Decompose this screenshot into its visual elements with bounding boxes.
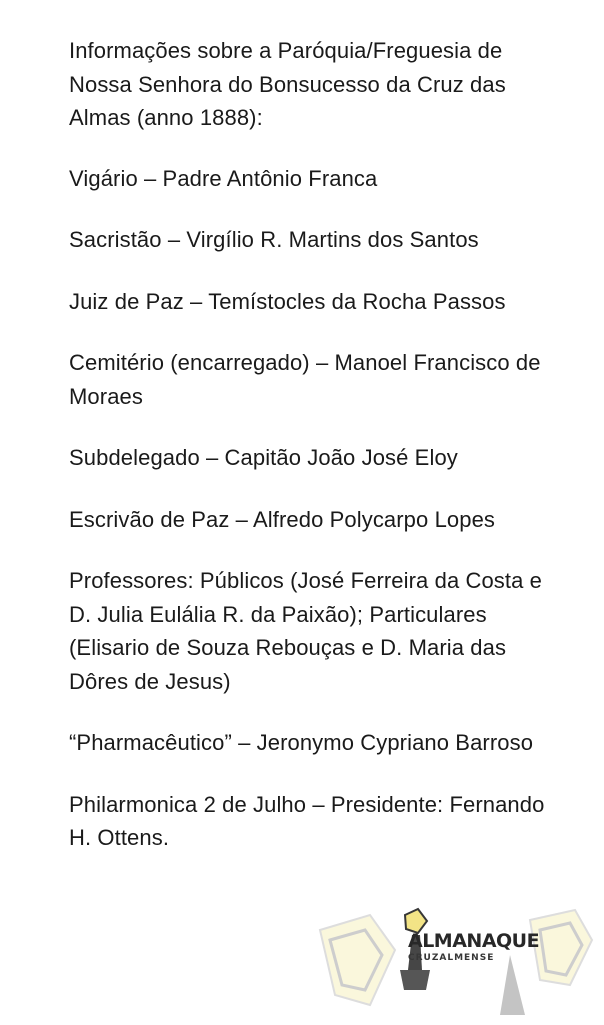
entry-vigario: Vigário – Padre Antônio Franca	[69, 165, 378, 191]
almanaque-watermark-logo	[300, 895, 600, 1020]
watermark-title: ALMANAQUE	[408, 930, 540, 952]
entry-professores: Professores: Públicos (José Ferreira da Costa e D. Julia Eulália R. da Paixão); Particulares (Elisario de Souza Rebouças e D. Maria das Dôres de Jesus)	[69, 568, 543, 694]
entry-sacristao: Sacristão – Virgílio R. Martins dos Santos	[69, 227, 479, 252]
intro-paragraph: Informações sobre a Paróquia/Freguesia de Nossa Senhora do Bonsucesso da Cruz das Almas (anno 1888):	[69, 38, 506, 130]
entry-cemiterio: Cemitério (encarregado) – Manoel Francisco de Moraes	[69, 350, 541, 409]
entry-philarmonica: Philarmonica 2 de Julho – Presidente: Fernando H. Ottens.	[69, 791, 545, 850]
document-body	[69, 34, 559, 883]
entry-pharmaceutico: “Pharmacêutico” – Jeronymo Cypriano Barroso	[69, 730, 534, 755]
entry-juiz-de-paz: Juiz de Paz – Temístocles da Rocha Passos	[69, 288, 506, 314]
entry-subdelegado: Subdelegado – Capitão João José Eloy	[69, 445, 458, 470]
watermark-subtitle: CRUZALMENSE	[408, 953, 495, 963]
entry-escrivao: Escrivão de Paz – Alfredo Polycarpo Lopes	[69, 506, 496, 532]
